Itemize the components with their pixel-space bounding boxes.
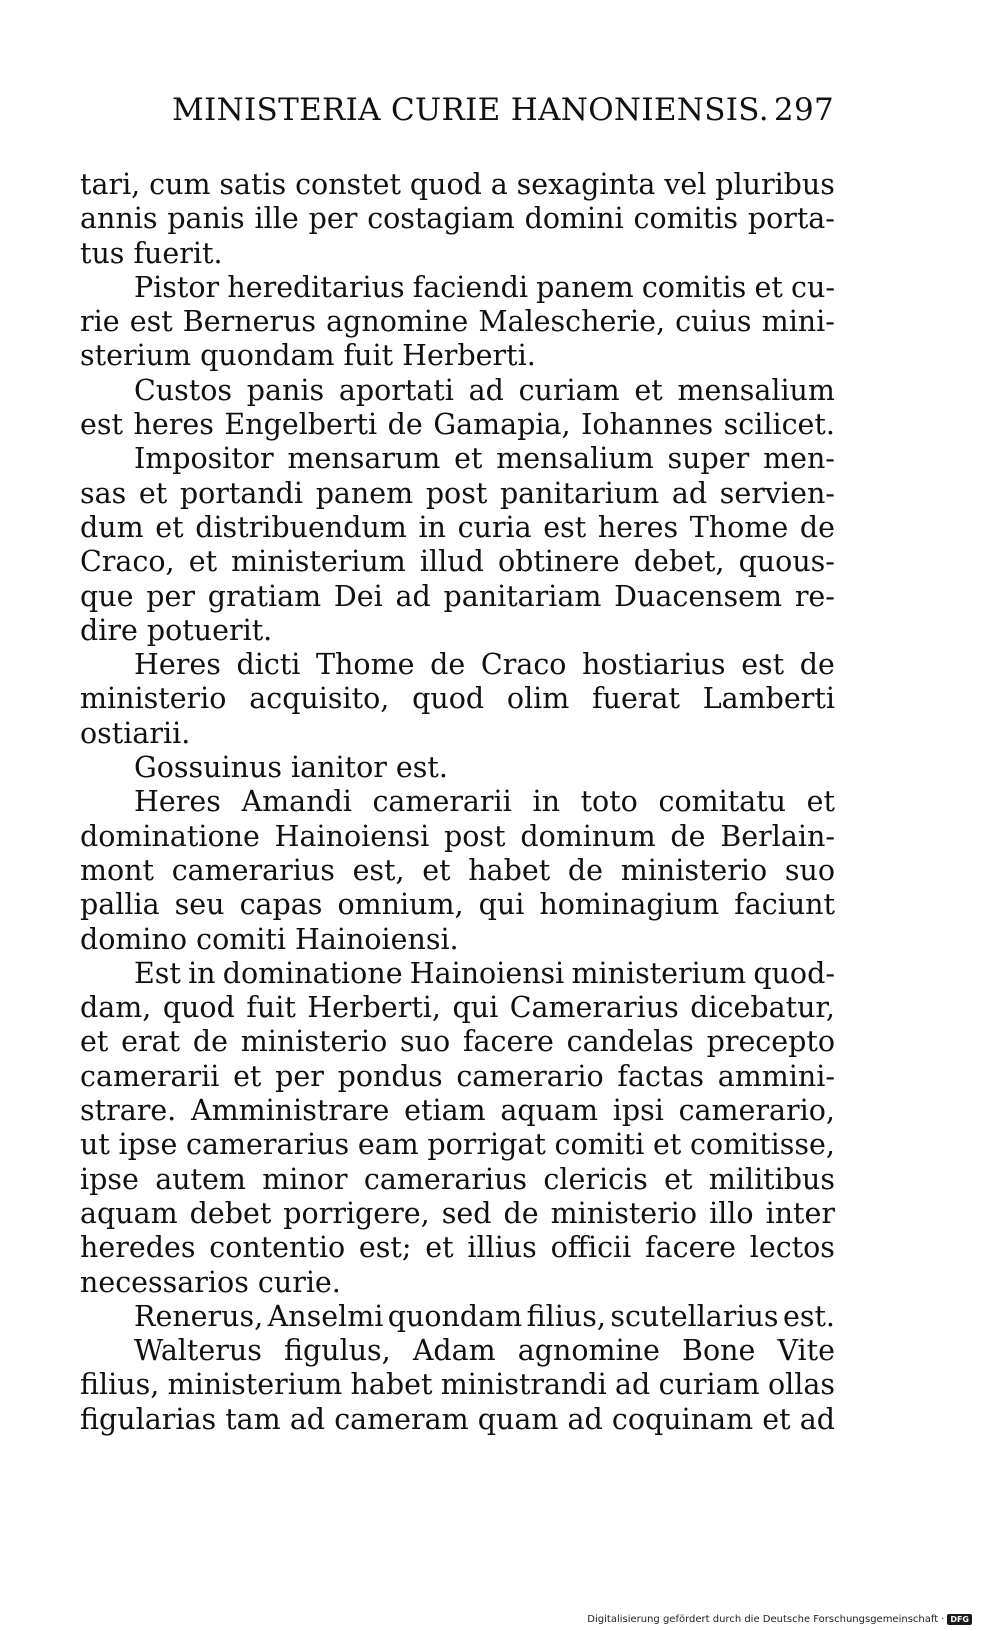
- text-line: [80, 1060, 835, 1094]
- word: aquam: [80, 1196, 178, 1230]
- word: porrigere,: [283, 1196, 430, 1230]
- text-line: [80, 717, 835, 751]
- word: figularias: [80, 1402, 217, 1436]
- word: ministerio: [620, 853, 768, 887]
- word: dam,: [80, 991, 152, 1025]
- running-title: MINISTERIA CURIE HANONIENSIS.: [172, 92, 769, 128]
- word: est: [80, 408, 123, 442]
- text-line: [80, 614, 835, 648]
- word: porta-: [747, 202, 835, 236]
- text-line: [80, 820, 835, 854]
- text-line: [80, 957, 835, 991]
- dfg-logo: DFG: [947, 1614, 972, 1625]
- word: coquinam: [611, 1402, 754, 1436]
- word: dicebatur,: [690, 991, 835, 1025]
- word: Engelberti: [224, 408, 378, 442]
- word: camerarii: [372, 785, 512, 819]
- word: Herberti,: [307, 991, 441, 1025]
- word: Heres: [134, 648, 221, 682]
- word: et: [422, 853, 451, 887]
- word: men-: [763, 442, 835, 476]
- word: de: [670, 819, 706, 853]
- word: comitisse,: [689, 1128, 835, 1162]
- word: candelas: [566, 1025, 694, 1059]
- word: ministerio: [80, 682, 227, 716]
- word: et: [634, 373, 663, 407]
- text-line: [80, 339, 835, 373]
- text-line: [80, 888, 835, 922]
- word: figulus,: [283, 1334, 391, 1368]
- word: in: [418, 510, 446, 544]
- word: omnium,: [337, 888, 464, 922]
- word: curiam: [658, 1368, 760, 1402]
- text-line: [80, 408, 835, 442]
- word: per: [146, 579, 195, 613]
- word: dominatione: [222, 956, 403, 990]
- text-line: [80, 1334, 835, 1368]
- word: Craco: [480, 648, 567, 682]
- word: Duacensem: [614, 579, 783, 613]
- word: militibus: [708, 1162, 835, 1196]
- word: Heres: [134, 785, 221, 819]
- word: agnomine: [326, 305, 469, 339]
- word: heredes: [80, 1231, 196, 1265]
- word: ut: [80, 1128, 110, 1162]
- line-text: ostiarii.: [80, 716, 191, 750]
- word: ammini-: [717, 1059, 835, 1093]
- word: Camerarius: [509, 991, 679, 1025]
- word: camerarii: [80, 1059, 220, 1093]
- word: acquisito,: [249, 682, 390, 716]
- word: portandi: [179, 476, 304, 510]
- word: ollas: [767, 1368, 835, 1402]
- word: constet: [295, 168, 401, 201]
- text-line: [80, 271, 835, 305]
- word: facere: [645, 1231, 736, 1265]
- word: mont: [80, 853, 154, 887]
- word: officii: [550, 1231, 632, 1265]
- word: de: [430, 648, 466, 682]
- word: faciendi: [412, 270, 528, 304]
- text-line: [80, 1197, 835, 1231]
- word: porrigat: [427, 1128, 546, 1162]
- word: mensalium: [496, 442, 654, 476]
- word: sas: [80, 476, 127, 510]
- word: precepto: [706, 1025, 835, 1059]
- line-text: tus fuerit.: [80, 236, 223, 270]
- word: ad: [468, 373, 504, 407]
- text-line: [80, 1403, 835, 1437]
- word: et: [188, 545, 218, 579]
- word: erat: [121, 1025, 181, 1059]
- word: ipse: [80, 1162, 139, 1196]
- word: ipsi: [612, 1094, 664, 1128]
- word: et: [754, 270, 783, 304]
- word: cum: [149, 168, 211, 201]
- word: comitis: [633, 202, 738, 236]
- text-line: [80, 477, 835, 511]
- word: ad: [671, 476, 708, 510]
- running-header: [172, 92, 834, 138]
- word: fuit: [246, 991, 296, 1025]
- word: facere: [462, 1025, 554, 1059]
- word: ministerium: [167, 1368, 343, 1402]
- text-line: [80, 442, 835, 476]
- word: que: [80, 579, 134, 613]
- word: sed: [441, 1196, 492, 1230]
- word: ipse: [118, 1128, 178, 1162]
- word: heres: [597, 510, 679, 544]
- text-line: [80, 682, 835, 716]
- word: ad: [615, 1368, 651, 1402]
- word: distribuendum: [195, 510, 407, 544]
- word: aquam: [500, 1094, 598, 1128]
- word: tam: [225, 1402, 281, 1436]
- word: per: [308, 202, 358, 236]
- word: Bone: [682, 1334, 756, 1368]
- word: camerarius: [185, 1128, 350, 1162]
- word: pondus: [337, 1059, 443, 1093]
- line-text: domino comiti Hainoiensi.: [80, 922, 459, 956]
- word: etiam: [404, 1094, 486, 1128]
- word: et: [138, 476, 168, 510]
- word: pallia: [80, 888, 160, 922]
- word: in: [188, 956, 216, 990]
- word: ad: [567, 1402, 603, 1436]
- word: dominatione: [80, 819, 260, 853]
- word: qui: [478, 888, 525, 922]
- credit-text: Digitalisierung gefördert durch die Deutsche Forschungsgemeinschaft: [587, 1614, 939, 1625]
- text-line: [80, 1094, 835, 1128]
- word: illius: [467, 1231, 537, 1265]
- word: est.: [782, 1299, 835, 1333]
- body-text: [80, 168, 835, 1437]
- word: dicti: [236, 648, 301, 682]
- text-line: [80, 1368, 835, 1402]
- word: clericis: [543, 1162, 648, 1196]
- word: de: [567, 853, 604, 887]
- word: filius,: [80, 1368, 160, 1402]
- text-line: [80, 305, 835, 339]
- word: qui: [452, 991, 499, 1025]
- word: ministerium: [571, 956, 747, 990]
- text-line: [80, 545, 835, 579]
- word: agnomine: [517, 1334, 660, 1368]
- word: pluribus: [715, 168, 835, 201]
- word: tari,: [80, 168, 141, 201]
- word: et: [80, 1025, 109, 1059]
- word: habet: [350, 1368, 433, 1402]
- word: hostiarius: [582, 648, 726, 682]
- word: per: [275, 1059, 324, 1093]
- word: Pistor: [134, 270, 220, 304]
- word: panem: [315, 476, 414, 510]
- text-line: [80, 854, 835, 888]
- word: ministerio: [550, 1196, 698, 1230]
- word: Walterus: [134, 1334, 262, 1368]
- word: et: [762, 1402, 791, 1436]
- word: illo: [709, 1196, 754, 1230]
- word: ille: [254, 202, 299, 236]
- word: quod: [409, 168, 482, 201]
- word: lectos: [749, 1231, 835, 1265]
- word: autem: [155, 1162, 246, 1196]
- word: et: [155, 510, 184, 544]
- word: Amandi: [241, 785, 352, 819]
- word: quous-: [738, 545, 835, 579]
- word: fuerat: [592, 682, 680, 716]
- word: de: [192, 1025, 228, 1059]
- word: cu-: [791, 270, 835, 304]
- word: et: [806, 785, 835, 819]
- text-line: [80, 1025, 835, 1059]
- word: toto: [580, 785, 638, 819]
- word: Custos: [134, 373, 233, 407]
- word: minor: [262, 1162, 348, 1196]
- word: obtinere: [497, 545, 620, 579]
- line-text: sterium quondam fuit Herberti.: [80, 339, 536, 373]
- text-line: [80, 991, 835, 1025]
- text-line: [80, 168, 835, 202]
- word: post: [425, 476, 488, 510]
- word: quondam: [387, 1299, 523, 1333]
- word: quod: [162, 991, 235, 1025]
- word: panitariam: [443, 579, 602, 613]
- word: inter: [765, 1196, 835, 1230]
- word: Lamberti: [702, 682, 835, 716]
- word: Anselmi: [267, 1299, 384, 1333]
- page-number: 297: [773, 92, 834, 128]
- word: ad: [395, 579, 431, 613]
- word: quam: [477, 1402, 559, 1436]
- word: heres: [133, 408, 214, 442]
- word: post: [444, 819, 506, 853]
- word: costagiam: [367, 202, 515, 236]
- word: ad: [799, 1402, 835, 1436]
- text-line: [80, 237, 835, 271]
- word: Iohannes: [581, 408, 714, 442]
- word: et: [233, 1059, 262, 1093]
- word: annis: [80, 202, 158, 236]
- word: de: [799, 648, 835, 682]
- word: comitatu: [658, 785, 786, 819]
- word: camerario,: [678, 1094, 835, 1128]
- word: scilicet.: [723, 408, 835, 442]
- word: comiti: [554, 1128, 645, 1162]
- line-text: Gossuinus ianitor est.: [134, 751, 448, 785]
- word: de: [387, 408, 423, 442]
- text-line: [80, 751, 835, 785]
- word: debet: [189, 1196, 272, 1230]
- word: in: [532, 785, 560, 819]
- text-line: [80, 374, 835, 408]
- word: rie: [80, 305, 120, 339]
- word: Hainoiensi: [409, 956, 565, 990]
- word: et: [664, 1162, 693, 1196]
- text-line: [80, 511, 835, 545]
- word: est: [741, 648, 785, 682]
- word: factas: [617, 1059, 704, 1093]
- word: contentio: [209, 1231, 346, 1265]
- word: curia: [457, 510, 532, 544]
- word: mensarum: [287, 442, 441, 476]
- word: sexaginta: [516, 168, 656, 201]
- word: eam: [357, 1128, 419, 1162]
- text-line: [80, 1300, 835, 1334]
- word: suo: [784, 853, 835, 887]
- word: gratiam: [207, 579, 322, 613]
- word: Impositor: [134, 442, 274, 476]
- word: camerarius: [171, 853, 335, 887]
- word: de: [503, 1196, 539, 1230]
- word: Amministrare: [191, 1094, 390, 1128]
- word: Renerus,: [134, 1299, 264, 1333]
- word: hominagium: [539, 888, 720, 922]
- word: Est: [134, 956, 181, 990]
- word: olim: [506, 682, 570, 716]
- word: est,: [352, 853, 405, 887]
- word: et: [652, 1128, 682, 1162]
- word: Craco,: [80, 545, 175, 579]
- word: domini: [524, 202, 624, 236]
- text-line: [80, 923, 835, 957]
- word: quod: [412, 682, 485, 716]
- word: habet: [468, 853, 551, 887]
- word: Berlain-: [720, 819, 835, 853]
- word: faciunt: [734, 888, 835, 922]
- word: aportati: [338, 373, 454, 407]
- word: seu: [174, 888, 225, 922]
- text-line: [80, 1163, 835, 1197]
- word: mensalium: [677, 373, 835, 407]
- text-line: [80, 580, 835, 614]
- word: Malescherie,: [478, 305, 666, 339]
- word: de: [799, 510, 835, 544]
- word: hereditarius: [227, 270, 405, 304]
- text-line: [80, 648, 835, 682]
- word: mini-: [761, 305, 835, 339]
- word: Vite: [777, 1334, 835, 1368]
- text-line: [80, 202, 835, 236]
- word: dum: [80, 510, 144, 544]
- word: filius,: [526, 1299, 606, 1333]
- word: debet,: [633, 545, 725, 579]
- word: camerario: [456, 1059, 604, 1093]
- word: scutellarius: [610, 1299, 779, 1333]
- word: dominum: [520, 819, 656, 853]
- word: Adam: [412, 1334, 496, 1368]
- word: Dei: [333, 579, 383, 613]
- word: et: [425, 1231, 454, 1265]
- word: quod-: [753, 956, 835, 990]
- word: re-: [794, 579, 835, 613]
- word: panitarium: [499, 476, 660, 510]
- word: Thome: [689, 510, 789, 544]
- word: capas: [239, 888, 323, 922]
- word: est: [129, 305, 173, 339]
- word: curiam: [518, 373, 620, 407]
- word: ministerio: [240, 1025, 388, 1059]
- word: camerarius: [363, 1162, 528, 1196]
- word: Gamapia,: [433, 408, 571, 442]
- word: panem: [536, 270, 634, 304]
- word: a: [490, 168, 508, 201]
- word: panis: [246, 373, 325, 407]
- word: ministerium: [231, 545, 406, 579]
- word: Thome: [316, 648, 415, 682]
- word: panis: [167, 202, 245, 236]
- word: illud: [419, 545, 484, 579]
- word: ad: [289, 1402, 326, 1436]
- word: strare.: [80, 1094, 177, 1128]
- word: Bernerus: [182, 305, 317, 339]
- word: est: [543, 510, 587, 544]
- word: suo: [400, 1025, 451, 1059]
- word: comitis: [641, 270, 747, 304]
- word: satis: [219, 168, 287, 201]
- word: et: [454, 442, 483, 476]
- text-line: [80, 785, 835, 819]
- word: ministrandi: [440, 1368, 607, 1402]
- word: super: [667, 442, 750, 476]
- digitization-credit: Digitalisierung gefördert durch die Deutsche Forschungsgemeinschaft · DFG: [587, 1614, 972, 1625]
- word: vel: [664, 168, 707, 201]
- word: cuius: [675, 305, 752, 339]
- word: Hainoiensi: [274, 819, 430, 853]
- text-line: [80, 1128, 835, 1162]
- line-text: necessarios curie.: [80, 1265, 341, 1299]
- word: est;: [358, 1231, 412, 1265]
- text-line: [80, 1231, 835, 1265]
- word: cameram: [334, 1402, 469, 1436]
- text-line: [80, 1266, 835, 1300]
- line-text: dire potuerit.: [80, 613, 273, 647]
- word: servien-: [719, 476, 835, 510]
